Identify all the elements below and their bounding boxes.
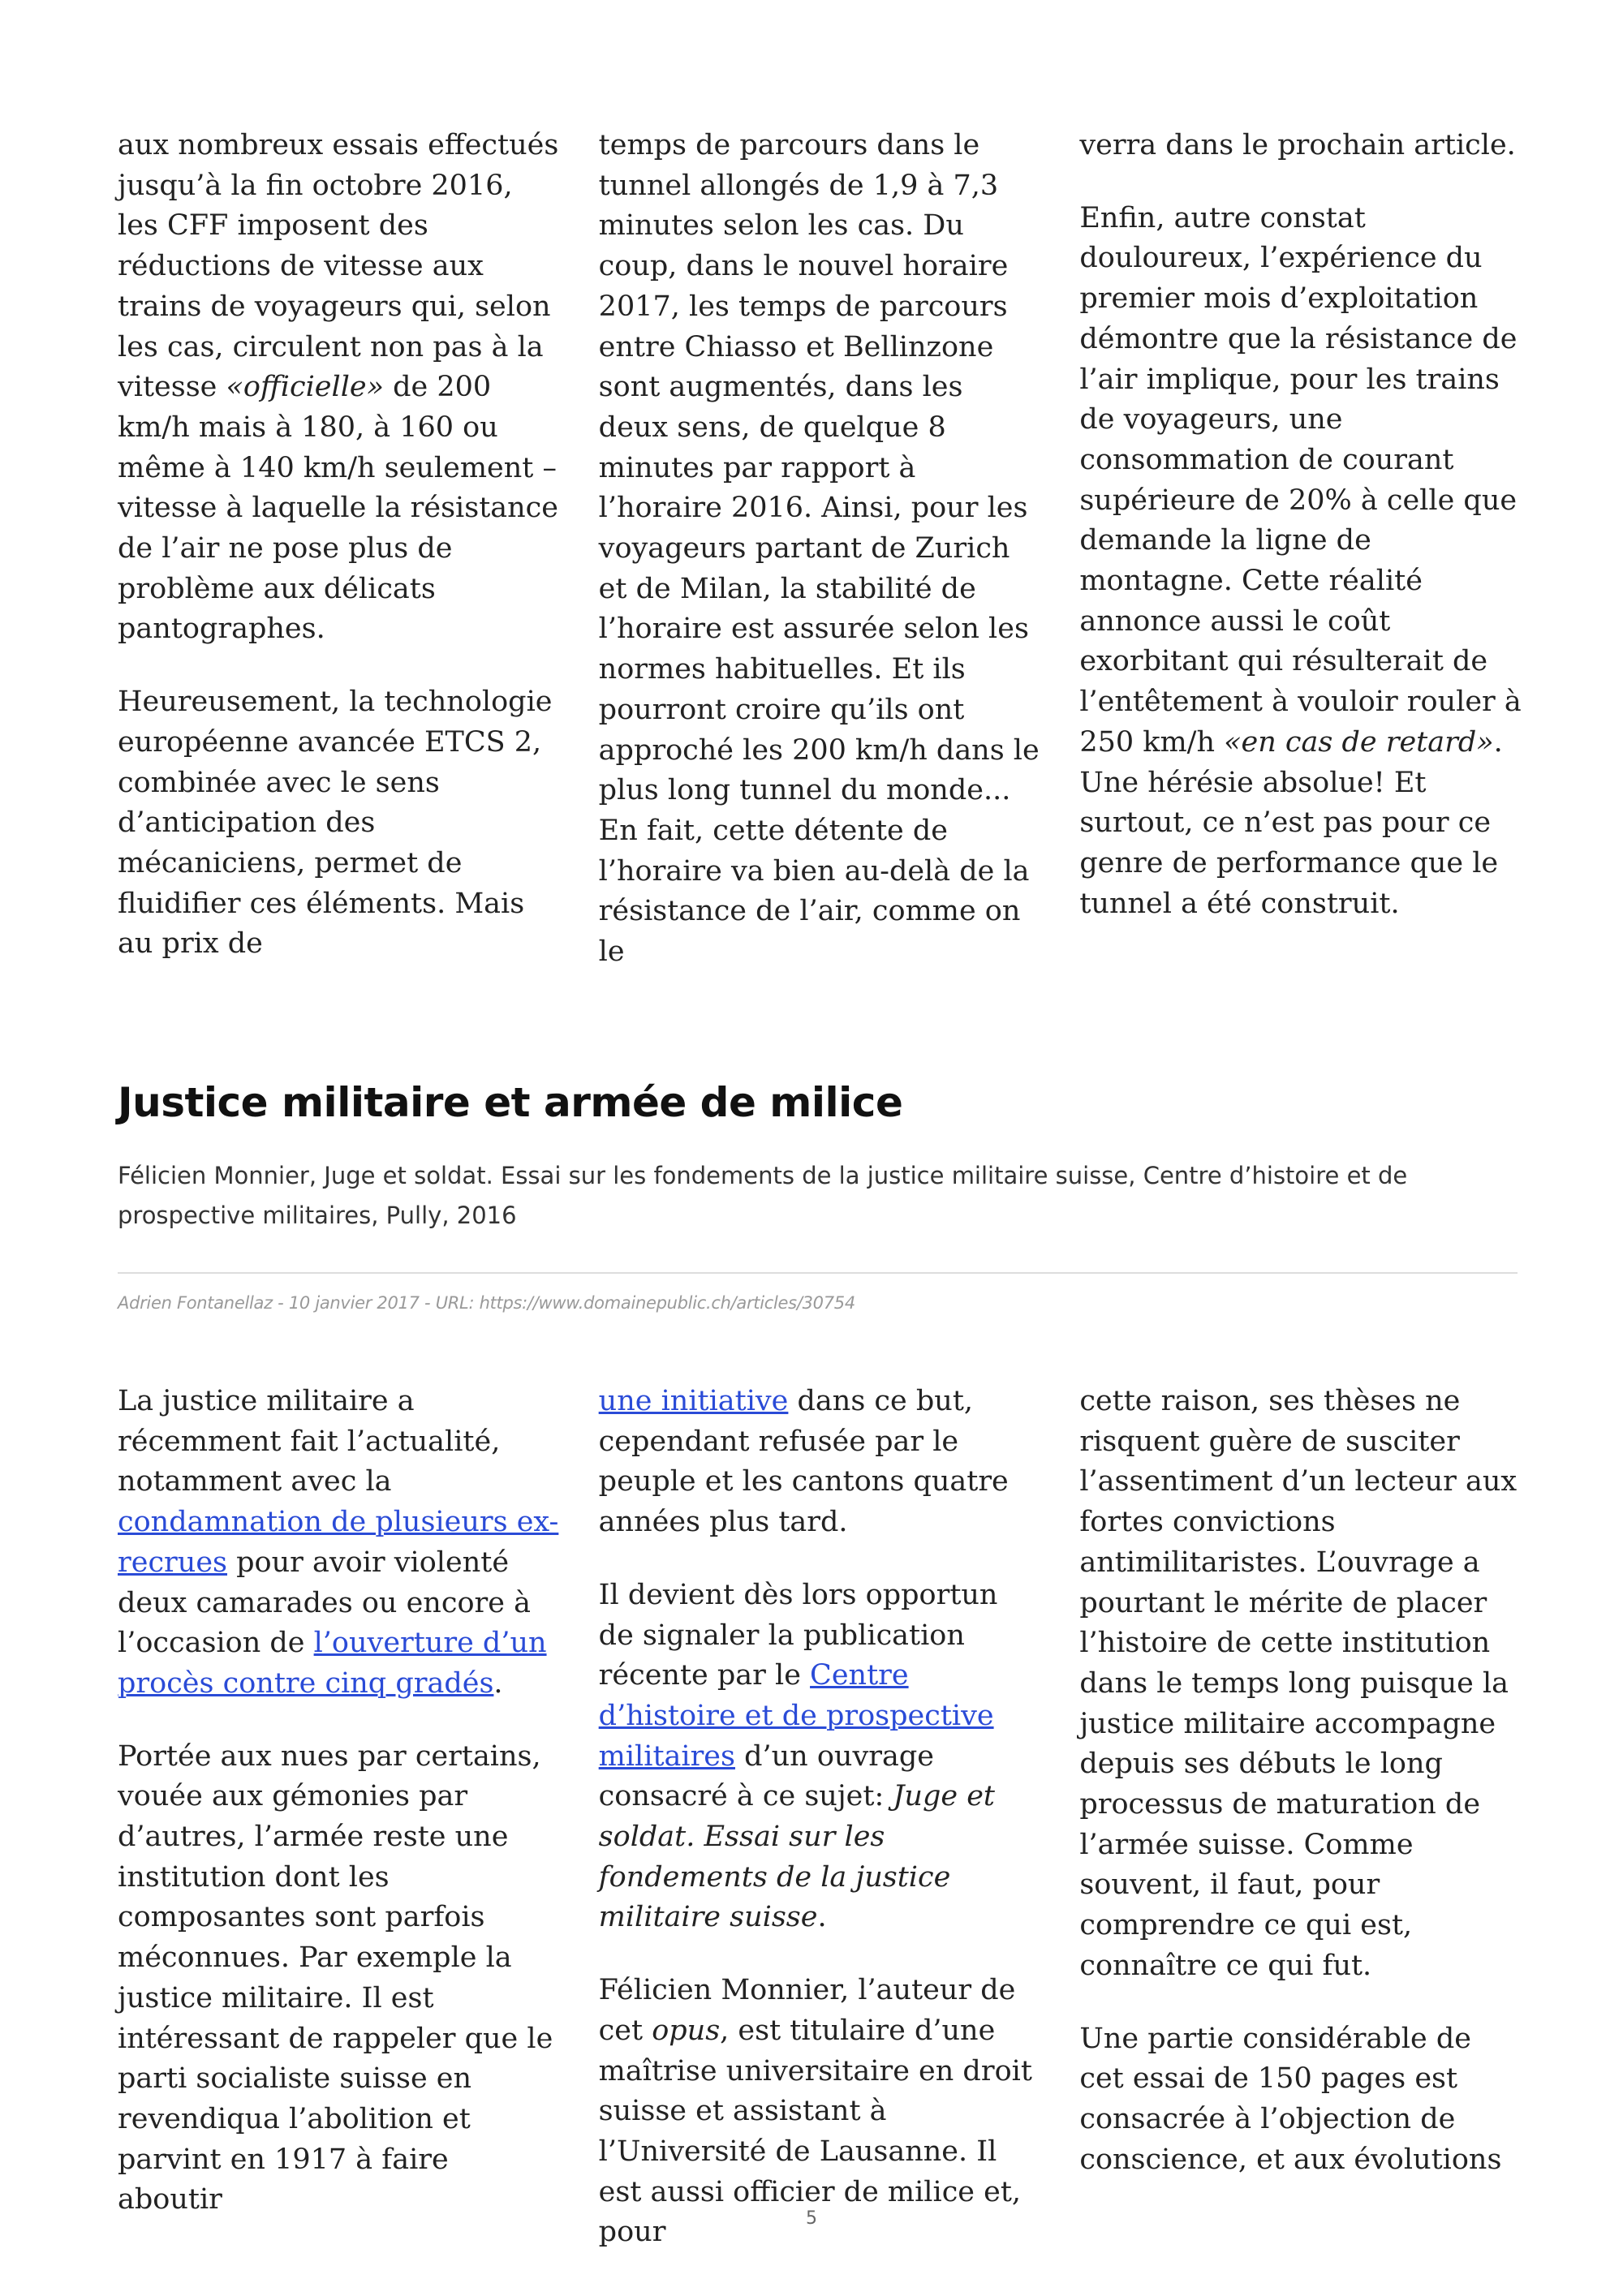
column-2	[599, 1382, 1041, 2253]
column-3	[1079, 1382, 1522, 2253]
top-article-columns	[118, 126, 1522, 973]
link-initiative[interactable]: une initiative	[598, 1385, 789, 1417]
paragraph: Portée aux nues par certains, vouée aux gémonies par d’autres, l’armée reste une institution dont les composantes sont parfois méconnues. Par exemple la justice militaire. Il est intéressant de rappeler que le parti socialiste suisse en revendiqua l’abolition et parvint en 1917 à faire aboutir	[118, 1739, 553, 2216]
paragraph: Une partie considérable de cet essai de 150 pages est consacrée à l’objection de conscience, et aux évolutions	[1079, 2022, 1502, 2176]
paragraph: Heureusement, la technologie européenne avancée ETCS 2, combinée avec le sens d’anticipation des mécaniciens, permet de fluidifier ces éléments. Mais au prix de	[118, 686, 553, 961]
article-meta: Adrien Fontanellaz - 10 janvier 2017 - URL: https://www.domainepublic.ch/articles/30754	[118, 1293, 855, 1313]
column-1	[118, 126, 560, 973]
column-2	[599, 126, 1041, 973]
link-ouverture-proces[interactable]: l’ouverture d’un procès contre cinq gradés	[118, 1627, 547, 1700]
article-body-columns	[118, 1382, 1522, 2253]
link-condamnation[interactable]: condamnation de plusieurs ex-recrues	[118, 1506, 559, 1579]
paragraph: verra dans le prochain article.	[1079, 129, 1516, 161]
article-subtitle: Félicien Monnier, Juge et soldat. Essai sur les fondements de la justice militaire suisse, Centre d’histoire et de prospective militaires, Pully, 2016	[118, 1162, 1408, 1229]
column-3	[1079, 126, 1522, 973]
link-centre-histoire[interactable]: Centre d’histoire et de prospective militaires	[598, 1659, 994, 1773]
paragraph: une initiative dans ce but, cependant refusée par le peuple et les cantons quatre années plus tard.	[598, 1385, 1009, 1539]
paragraph: temps de parcours dans le tunnel allongés de 1,9 à 7,3 minutes selon les cas. Du coup, dans le nouvel horaire 2017, les temps de parcours entre Chiasso et Bellinzone sont augmentés, dans les deux sens, de quelque 8 minutes par rapport à l’horaire 2016. Ainsi, pour les voyageurs partant de Zurich et de Milan, la stabilité de l’horaire est assurée selon les normes habituelles. Et ils pourront croire qu’ils ont approché les 200 km/h dans le plus long tunnel du monde... En fait, cette détente de l’horaire va bien au-delà de la résistance de l’air, comme on le	[598, 129, 1040, 969]
paragraph: Félicien Monnier, l’auteur de cet opus, est titulaire d’une maîtrise universitaire en droit suisse et assistant à l’Université de Lausanne. Il est aussi officier de milice et, pour	[598, 1974, 1032, 2249]
paragraph: cette raison, ses thèses ne risquent guère de susciter l’assentiment d’un lecteur aux fortes convictions antimilitaristes. L’ouvrage a pourtant le mérite de placer l’histoire de cette institution dans le temps long puisque la justice militaire accompagne depuis ses débuts le long processus de maturation de l’armée suisse. Comme souvent, il faut, pour comprendre ce qui est, connaître ce qui fut.	[1079, 1385, 1518, 1982]
article-title: Justice militaire et armée de milice	[118, 1079, 903, 1126]
paragraph: Enfin, autre constat douloureux, l’expérience du premier mois d’exploitation démontre que la résistance de l’air implique, pour les trains de voyageurs, une consommation de courant supérieure de 20% à celle que demande la ligne de montagne. Cette réalité annonce aussi le coût exorbitant qui résulterait de l’entêtement à vouloir rouler à 250 km/h «en cas de retard». Une hérésie absolue! Et surtout, ce n’est pas pour ce genre de performance que le tunnel a été construit.	[1079, 201, 1522, 920]
paragraph: aux nombreux essais effectués jusqu’à la fin octobre 2016, les CFF imposent des réductions de vitesse aux trains de voyageurs qui, selon les cas, circulent non pas à la vitesse «officielle» de 200 km/h mais à 180, à 160 ou même à 140 km/h seulement – vitesse à laquelle la résistance de l’air ne pose plus de problème aux délicats pantographes.	[118, 129, 559, 646]
page-number: 5	[806, 2208, 817, 2229]
paragraph: La justice militaire a récemment fait l’actualité, notamment avec la condamnation de plusieurs ex-recrues pour avoir violenté deux camarades ou encore à l’occasion de l’ouverture d’un procès contre cinq gradés.	[118, 1385, 559, 1700]
column-1	[118, 1382, 560, 2253]
divider	[118, 1272, 1518, 1274]
paragraph: Il devient dès lors opportun de signaler la publication récente par le Centre d’histoire et de prospective militaires d’un ouvrage consacré à ce sujet: Juge et soldat. Essai sur les fondements de la justice militaire suisse.	[598, 1578, 998, 1934]
